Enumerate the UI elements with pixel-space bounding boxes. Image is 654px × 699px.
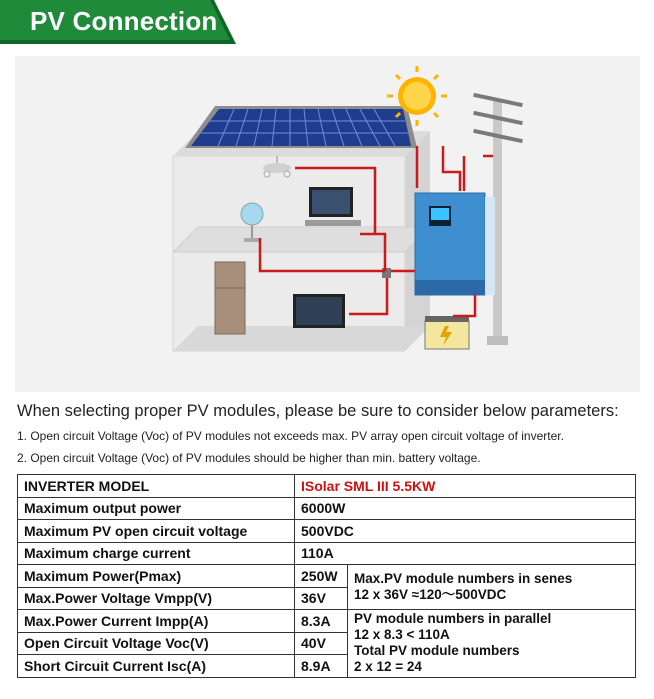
row-value: 110A [295, 542, 636, 565]
row-label: Open Circuit Voltage Voc(V) [18, 632, 295, 655]
series-calc: 12 x 36V ≈120～500VDC [354, 587, 507, 602]
row-value: 8.3A [295, 610, 348, 633]
series-calc-cell [348, 565, 636, 610]
row-label: Maximum PV open circuit voltage [18, 520, 295, 543]
page-title: PV Connection [30, 6, 218, 36]
table-row [18, 520, 636, 543]
table-row [18, 542, 636, 565]
intro-text: When selecting proper PV modules, please be sure to consider below parameters: [17, 402, 619, 420]
battery-icon [425, 316, 469, 349]
model-value: ISolar SML III 5.5KW [295, 475, 636, 498]
table-row [18, 610, 636, 633]
note-2: 2. Open circuit Voltage (Voc) of PV modules should be higher than min. battery voltage. [17, 451, 481, 465]
row-label: Maximum charge current [18, 542, 295, 565]
sun-icon [387, 66, 447, 126]
parallel-calc: 12 x 8.3 < 110A [354, 627, 450, 643]
table-row [18, 497, 636, 520]
row-value: 500VDC [295, 520, 636, 543]
pv-system-illustration [15, 56, 640, 392]
title-banner [0, 0, 240, 44]
table-row [18, 475, 636, 498]
row-label: Short Circuit Current Isc(A) [18, 655, 295, 678]
row-value: 36V [295, 587, 348, 610]
row-value: 250W [295, 565, 348, 588]
fridge-icon [215, 262, 245, 334]
inverter-icon [415, 193, 495, 295]
row-label: Max.Power Voltage Vmpp(V) [18, 587, 295, 610]
parallel-calc-cell [348, 610, 636, 678]
row-label: Max.Power Current Impp(A) [18, 610, 295, 633]
solar-panel-icon [185, 106, 417, 148]
row-value: 6000W [295, 497, 636, 520]
row-value: 40V [295, 632, 348, 655]
row-label: Maximum output power [18, 497, 295, 520]
total-calc: 2 x 12 = 24 [354, 659, 422, 675]
parallel-title: PV module numbers in parallel [354, 611, 552, 627]
row-label: Maximum Power(Pmax) [18, 565, 295, 588]
tv-icon [305, 187, 361, 226]
note-1: 1. Open circuit Voltage (Voc) of PV modules not exceeds max. PV array open circuit voltage of inverter. [17, 429, 564, 443]
spec-table [17, 474, 636, 678]
total-title: Total PV module numbers [354, 643, 520, 659]
model-label: INVERTER MODEL [18, 475, 295, 498]
series-title: Max.PV module numbers in senes [354, 571, 573, 586]
tv-icon [293, 294, 345, 328]
table-row [18, 565, 636, 588]
row-value: 8.9A [295, 655, 348, 678]
